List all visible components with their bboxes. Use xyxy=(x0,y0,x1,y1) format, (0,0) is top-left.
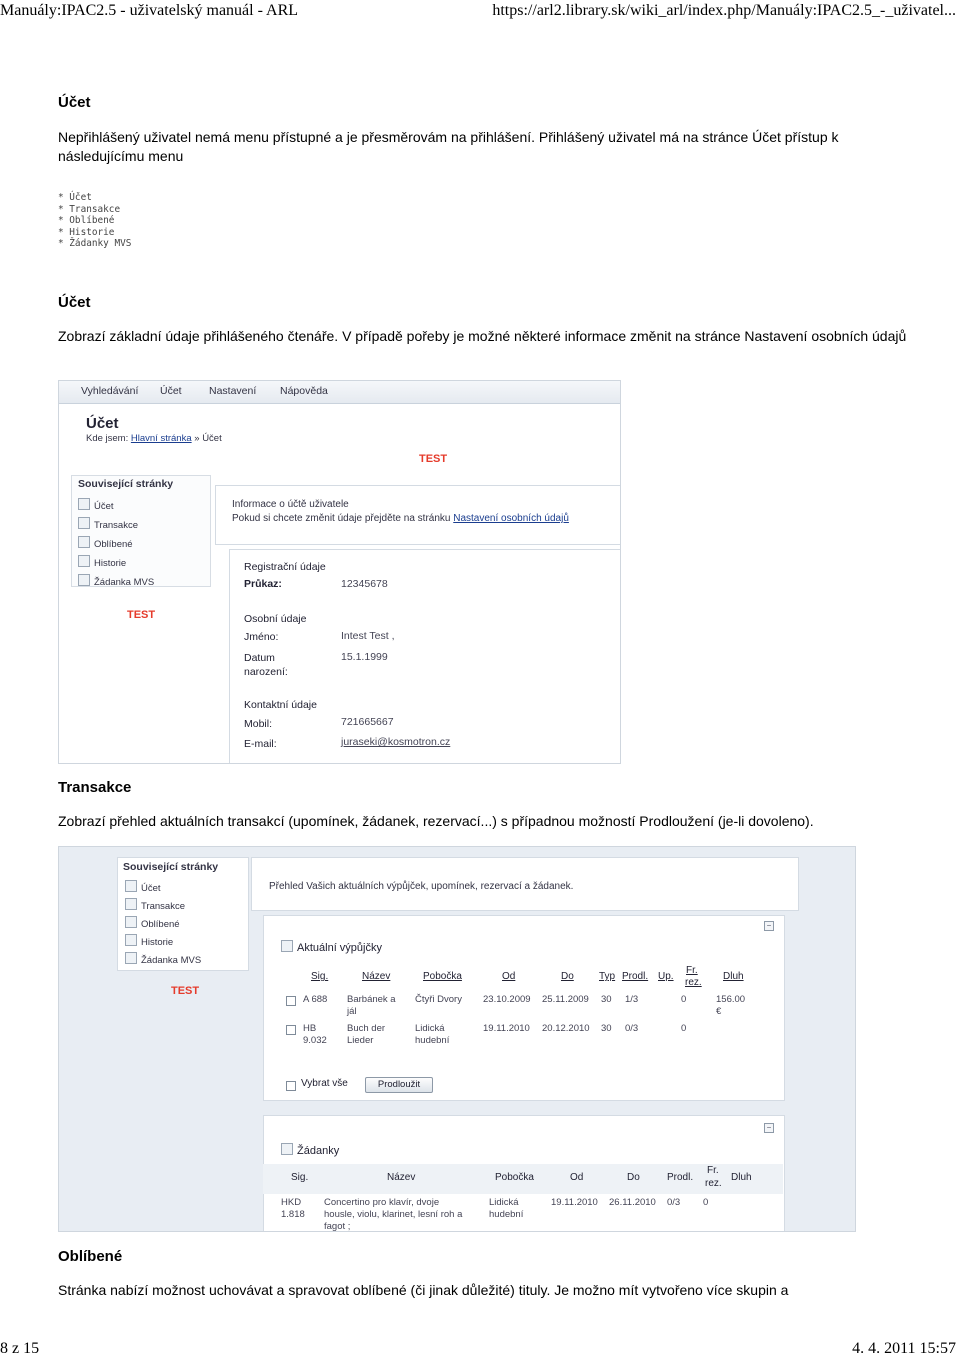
col-fr: Fr. xyxy=(707,1165,719,1176)
birthdate-label-cont: narození: xyxy=(244,666,288,678)
loans-title: Aktuální výpůjčky xyxy=(281,940,382,954)
sidebar-item-ucet[interactable]: Účet xyxy=(78,498,114,512)
transakce-screenshot xyxy=(58,846,856,1232)
sidebar-item-oblibene[interactable]: Oblíbené xyxy=(125,916,180,930)
extend-button[interactable]: Prodloužit xyxy=(365,1077,433,1093)
name-value: Intest Test , xyxy=(341,630,395,642)
account-info-text: Pokud si chcete změnit údaje přejděte na stránku Nastavení osobních údajů xyxy=(232,513,569,524)
select-all-label[interactable]: Vybrat vše xyxy=(301,1078,348,1089)
col-pobocka[interactable]: Pobočka xyxy=(423,971,462,982)
intro-paragraph: Nepřihlášený uživatel nemá menu přístupné a je přesměrovám na přihlášení. Přihlášený uživatel má na stránce Účet přístup k následujícímu menu xyxy=(58,129,839,164)
col-prodl[interactable]: Prodl. xyxy=(622,971,649,982)
loan-extensions: 0/3 xyxy=(625,1023,639,1034)
sidebar-item-oblibene[interactable]: Oblíbené xyxy=(78,536,133,550)
loan-title: Buch der Lieder xyxy=(347,1023,386,1046)
mobile-label: Mobil: xyxy=(244,718,273,730)
ucet-screenshot xyxy=(58,380,621,764)
contact-heading: Kontaktní údaje xyxy=(244,699,317,711)
loan-from: 23.10.2009 xyxy=(483,994,531,1005)
sidebar-item-zadanka[interactable]: Žádanka MVS xyxy=(78,574,154,588)
col-dluh[interactable]: Dluh xyxy=(723,971,744,982)
loan-fine: 156.00 € xyxy=(716,994,746,1017)
personal-settings-link[interactable]: Nastavení osobních údajů xyxy=(453,513,569,524)
loan-type: 30 xyxy=(601,1023,612,1034)
top-navigation xyxy=(59,381,620,404)
menu-list-item: * Účet xyxy=(58,192,92,203)
col-rez: rez. xyxy=(705,1178,722,1189)
col-rez[interactable]: rez. xyxy=(685,977,702,988)
loan-sig: HB 9.032 xyxy=(303,1023,327,1046)
page-title: Účet xyxy=(86,415,119,432)
section-heading-transakce: Transakce xyxy=(58,779,132,796)
col-typ[interactable]: Typ xyxy=(599,971,616,982)
card-label: Průkaz: xyxy=(244,578,282,590)
nav-item-account[interactable]: Účet xyxy=(160,385,182,397)
col-dluh: Dluh xyxy=(731,1172,752,1183)
page-icon xyxy=(125,934,137,946)
col-up[interactable]: Up. xyxy=(658,971,674,982)
section-heading-oblibene: Oblíbené xyxy=(58,1248,123,1265)
loan-queue: 0 xyxy=(681,994,687,1005)
table-icon xyxy=(281,940,293,952)
col-od: Od xyxy=(570,1172,584,1183)
menu-list-item: * Oblíbené xyxy=(58,215,115,227)
account-info-title: Informace o účtě uživatele xyxy=(232,499,349,510)
overview-text: Přehled Vašich aktuálních výpůjček, upomínek, rezervací a žádanek. xyxy=(269,881,574,892)
sidebar-item-transakce[interactable]: Transakce xyxy=(125,898,185,912)
request-to: 26.11.2010 xyxy=(609,1197,656,1208)
col-do[interactable]: Do xyxy=(561,971,574,982)
request-extensions: 0/3 xyxy=(667,1197,681,1208)
breadcrumb-prefix: Kde jsem: xyxy=(86,433,129,444)
col-do: Do xyxy=(627,1172,640,1183)
page-icon xyxy=(78,555,90,567)
request-queue: 0 xyxy=(703,1197,709,1208)
sidebar-item-zadanka[interactable]: Žádanka MVS xyxy=(125,952,201,966)
loan-title: Barbánek a jál xyxy=(347,994,396,1017)
nav-item-help[interactable]: Nápověda xyxy=(280,385,328,397)
page-icon xyxy=(78,498,90,510)
loan-extensions: 1/3 xyxy=(625,994,639,1005)
print-header-url[interactable]: https://arl2.library.sk/wiki_arl/index.php/Manuály:IPAC2.5_-_uživatel... xyxy=(492,2,956,19)
collapse-icon[interactable]: − xyxy=(764,1123,774,1133)
col-od[interactable]: Od xyxy=(502,971,516,982)
request-from: 19.11.2010 xyxy=(551,1197,598,1208)
related-pages-box xyxy=(71,475,211,587)
print-timestamp: 4. 4. 2011 15:57 xyxy=(852,1340,956,1357)
ucet-description: Zobrazí základní údaje přihlášeného čtenáře. V případě pořeby je možné některé informace změnit na stránce Nastavení osobních údajů xyxy=(58,328,907,344)
loan-checkbox[interactable] xyxy=(286,996,296,1006)
related-pages-heading: Související stránky xyxy=(123,861,219,873)
card-value: 12345678 xyxy=(341,578,388,590)
loan-branch: Čtyři Dvory xyxy=(415,994,462,1005)
loan-from: 19.11.2010 xyxy=(483,1023,530,1034)
birthdate-label: Datum xyxy=(244,652,275,664)
email-label: E-mail: xyxy=(244,738,277,750)
page-icon xyxy=(78,536,90,548)
email-value[interactable]: juraseki@kosmotron.cz xyxy=(341,736,451,748)
sidebar-item-ucet[interactable]: Účet xyxy=(125,880,161,894)
breadcrumb-current: » Účet xyxy=(194,433,222,444)
menu-list-item: * Historie xyxy=(58,226,115,238)
col-pobocka: Pobočka xyxy=(495,1172,534,1183)
test-watermark: TEST xyxy=(127,609,156,621)
request-sig: HKD 1.818 xyxy=(281,1197,305,1220)
nav-item-settings[interactable]: Nastavení xyxy=(209,385,257,397)
page-icon xyxy=(78,574,90,586)
related-pages-heading: Související stránky xyxy=(78,478,174,490)
col-prodl: Prodl. xyxy=(667,1172,694,1183)
collapse-icon[interactable]: − xyxy=(764,921,774,931)
select-all-checkbox[interactable] xyxy=(286,1081,296,1091)
loan-sig: A 688 xyxy=(303,994,328,1005)
personal-heading: Osobní údaje xyxy=(244,613,307,625)
transakce-description: Zobrazí přehled aktuálních transakcí (upomínek, žádanek, rezervací...) s případnou možností Prodloužení (je-li dovoleno). xyxy=(58,813,814,829)
name-label: Jméno: xyxy=(244,631,279,643)
oblibene-description: Stránka nabízí možnost uchovávat a spravovat oblíbené (či jinak důležité) tituly. Je možno mít vytvořeno více skupin a xyxy=(58,1282,789,1298)
sidebar-item-historie[interactable]: Historie xyxy=(78,555,126,569)
test-watermark: TEST xyxy=(419,453,448,465)
test-watermark: TEST xyxy=(171,985,200,997)
loan-queue: 0 xyxy=(681,1023,687,1034)
loan-to: 20.12.2010 xyxy=(542,1023,590,1034)
birthdate-value: 15.1.1999 xyxy=(341,651,388,663)
col-nazev[interactable]: Název xyxy=(362,971,391,982)
print-header-title: Manuály:IPAC2.5 - uživatelský manuál - ARL xyxy=(0,2,299,19)
sidebar-item-transakce[interactable]: Transakce xyxy=(78,517,138,531)
loan-branch: Lidická hudební xyxy=(415,1023,450,1046)
menu-list-item: * Žádanky MVS xyxy=(58,238,132,250)
col-sig[interactable]: Sig. xyxy=(311,971,329,982)
sidebar-item-historie[interactable]: Historie xyxy=(125,934,173,948)
menu-list-item: * Transakce xyxy=(58,203,121,215)
page-icon xyxy=(78,517,90,529)
col-nazev: Název xyxy=(387,1172,416,1183)
col-fr[interactable]: Fr. xyxy=(686,965,698,976)
request-title: Concertino pro klavír, dvoje housle, violu, klarinet, lesní roh a fagot ; xyxy=(324,1197,463,1232)
loan-checkbox[interactable] xyxy=(286,1025,296,1035)
loan-type: 30 xyxy=(601,994,612,1005)
registration-heading: Registrační údaje xyxy=(244,561,326,573)
page-icon xyxy=(125,898,137,910)
table-icon xyxy=(281,1143,293,1155)
breadcrumb xyxy=(86,433,222,444)
requests-title: Žádanky xyxy=(281,1143,339,1157)
request-branch: Lidická hudební xyxy=(489,1197,524,1220)
loan-to: 25.11.2009 xyxy=(542,994,589,1005)
page-icon xyxy=(125,880,137,892)
nav-item-search[interactable]: Vyhledávání xyxy=(81,385,139,397)
page-icon xyxy=(125,916,137,928)
section-heading-ucet: Účet xyxy=(58,94,91,111)
menu-list xyxy=(58,192,131,250)
subsection-heading-ucet: Účet xyxy=(58,294,91,311)
col-sig: Sig. xyxy=(291,1172,309,1183)
account-details-panel xyxy=(229,549,621,764)
mobile-value: 721665667 xyxy=(341,716,394,728)
page-number: 8 z 15 xyxy=(0,1340,40,1357)
page-icon xyxy=(125,952,137,964)
breadcrumb-home-link[interactable]: Hlavní stránka xyxy=(130,433,192,444)
